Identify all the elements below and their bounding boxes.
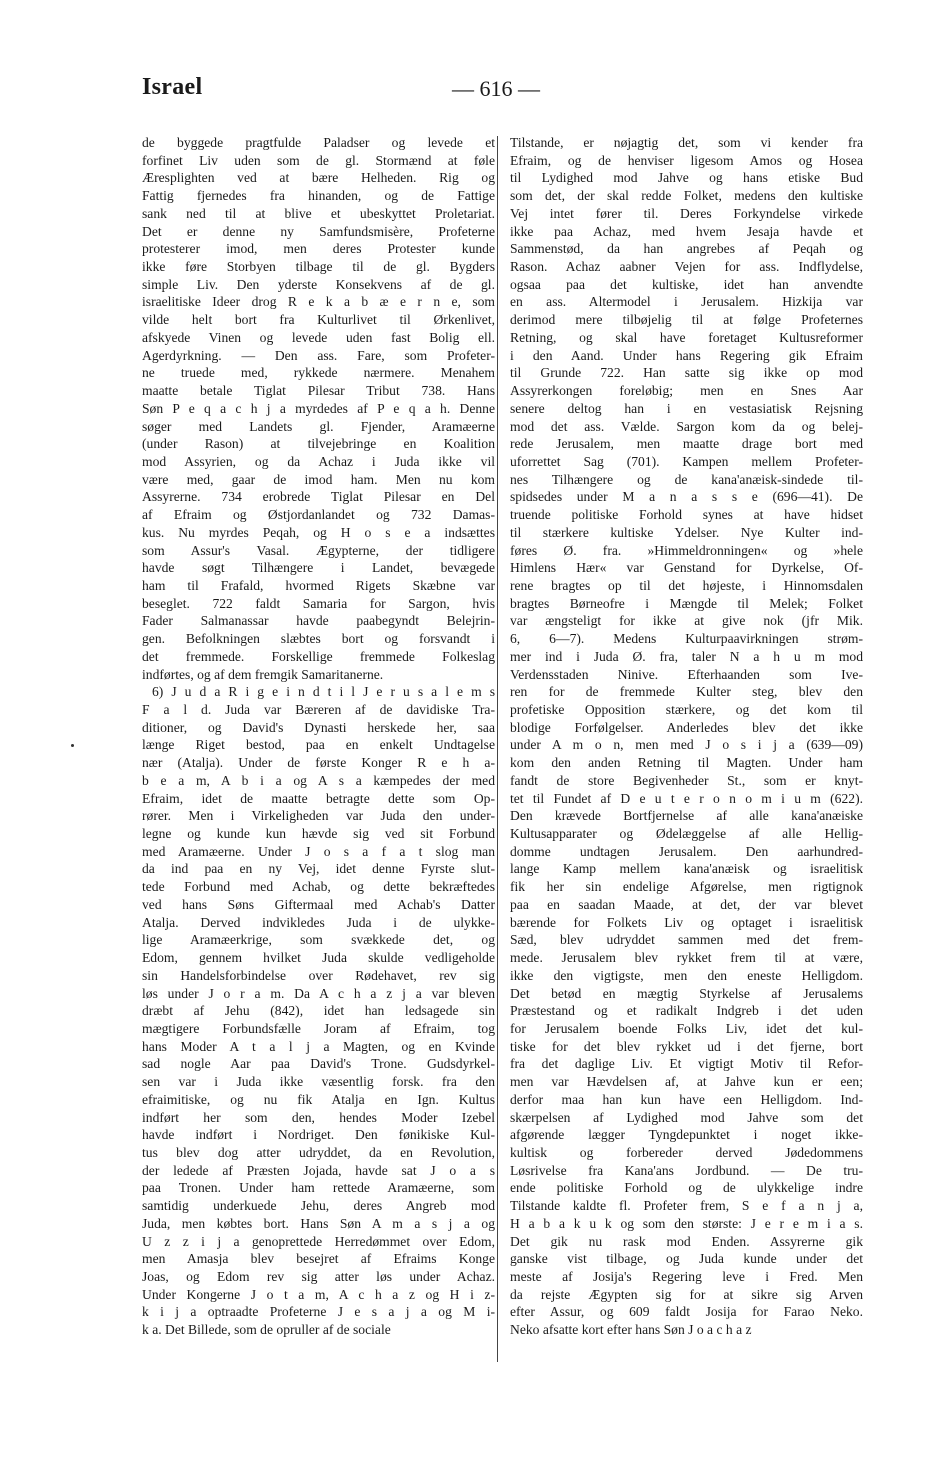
text-line: F a l d. Juda var Bæreren af de davidiske Tra- xyxy=(142,702,495,717)
scan-speck xyxy=(71,744,74,747)
text-line: lige Aramæerkrige, som svækkede det, og xyxy=(142,932,495,948)
text-line: som det, der skal redde Folket, medens den kultiske xyxy=(510,188,863,204)
text-line: H a b a k u k og som den største: J e r e m i a s. xyxy=(510,1215,863,1231)
text-line: var ængsteligt for ikke at give nok (jfr Mik. xyxy=(510,613,863,629)
text-line: hans Moder A t a l j a Magten, og en Kvinde xyxy=(142,1038,495,1054)
text-line: tus blev dog atter udryddet, da en Revolution, xyxy=(142,1144,495,1160)
text-line: ren for de fremmede Kulter steg, blev den xyxy=(510,684,863,700)
text-line: paa en saadan Maade, at det, der var blevet xyxy=(510,896,863,912)
right-column xyxy=(510,134,863,1339)
text-line: Løsrivelse fra Kana'ans Jordbund. — De tru- xyxy=(510,1162,863,1178)
text-line: 6, 6—7). Medens Kulturpaavirkningen strøm- xyxy=(510,631,863,647)
text-line: 6) J u d a R i g e i n d t i l J e r u s a l e m s xyxy=(152,684,495,700)
text-line: mægtigere Forbundsfælle Joram af Efraim, tog xyxy=(142,1020,495,1036)
text-line: gen. Befolkningen slæbtes bort og forsvandt i xyxy=(142,631,495,647)
text-line: beseglet. 722 faldt Samaria for Sargon, hvis xyxy=(142,595,495,611)
text-line: indført her som den, hendes Moder Izebel xyxy=(142,1109,495,1125)
text-line: Den krævede Bortfjernelse af alle kana'anæiske xyxy=(510,808,863,824)
text-line: under A m o n, men med J o s i j a (639—09) xyxy=(510,737,863,753)
text-line: Det gik nu rask mod Enden. Assyrerne gik xyxy=(510,1233,863,1249)
text-line: de byggede pragtfulde Paladser og levede et xyxy=(142,135,495,150)
text-line: Efraim, idet de maatte betragte dette som Op- xyxy=(142,790,495,806)
text-line: ditioner, og David's Dynasti herskede her, saa xyxy=(142,719,495,735)
text-line: ham til Frafald, hvormed Rigets Skæbne var xyxy=(142,577,495,593)
text-line: derfor maa han kun have een Helligdom. Ind- xyxy=(510,1091,863,1107)
text-line: mod Assyrien, og da Achaz i Juda ikke vil xyxy=(142,453,495,469)
text-line: rede Jerusalem, men maatte drage bort med xyxy=(510,436,863,452)
text-line: sad nogle Aar paa David's Trone. Gudsdyrkel- xyxy=(142,1056,495,1072)
text-line: kultisk og forbereder derved Jødedommens xyxy=(510,1144,863,1160)
text-line: Sæd, blev udryddet sammen med det frem- xyxy=(510,932,863,948)
text-line: Edom, gennem hvilket Juda skulde vedligeholde xyxy=(142,950,495,966)
text-line: derimod mere tilbøjelig til at følge Profeternes xyxy=(510,312,863,328)
text-line: bærende for Folkets Liv og optaget i israelitisk xyxy=(510,914,863,930)
text-line: afgørende lægger Tyngdepunktet i noget ikke- xyxy=(510,1127,863,1143)
text-line: blodige Forfølgelser. Anderledes blev det ikke xyxy=(510,719,863,735)
text-line: som Assur's Vasal. Ægypterne, der tidligere xyxy=(142,542,495,558)
text-line: fik her sin endelige Afgørelse, men rigtignok xyxy=(510,879,863,895)
text-line: maatte betale Tiglat Pilesar Tribut 738. Hans xyxy=(142,383,495,399)
text-line: havde indført i Nordriget. Den fønikiske Kul- xyxy=(142,1127,495,1143)
text-line: mer ind i Juda Ø. fra, taler N a h u m mod xyxy=(510,648,863,664)
text-line: men var Hævdelsen af, at Jahve kun er een; xyxy=(510,1074,863,1090)
text-line: lange Kamp mellem kana'anæisk og israelitisk xyxy=(510,861,863,877)
running-title: Israel xyxy=(142,74,203,100)
text-line: Kultusapparater og Ødelæggelse af alle Hellig- xyxy=(510,826,863,842)
text-line: ikke føre Storbyen tilbage til de gl. Bygders xyxy=(142,259,495,275)
text-line: Verdensstaden Ninive. Efterhaanden som Ive- xyxy=(510,666,863,682)
text-line: løs under J o r a m. Da A c h a z j a var bleven xyxy=(142,985,495,1001)
text-line: Rason. Achaz aabner Vejen for ass. Indflydelse, xyxy=(510,259,863,275)
text-line: med Aramæerne. Under J o s a f a t slog man xyxy=(142,843,495,859)
text-line: sank ned til at blive et ubeskyttet Proletariat. xyxy=(142,205,495,221)
text-line: længe Riget bestod, paa en enkelt Undtagelse xyxy=(142,737,495,753)
left-column xyxy=(142,134,495,1339)
text-line: for Jerusalem boende Folks Liv, idet det kul- xyxy=(510,1020,863,1036)
text-line: b e a m, A b i a og A s a kæmpedes der med xyxy=(142,772,495,788)
text-line: sin Handelsforbindelse over Rødehavet, rev sig xyxy=(142,967,495,983)
text-line: nær (Atalja). Under de første Konger R e h a- xyxy=(142,755,495,771)
text-line: Atalja. Derved indvikledes Juda i de ulykke- xyxy=(142,914,495,930)
text-line: Assyrerkongen foreløbig; men en Snes Aar xyxy=(510,383,863,399)
text-line: protesterer imod, men deres Protester kunde xyxy=(142,241,495,257)
text-line: U z z i j a genoprettede Herredømmet over Edom, xyxy=(142,1233,495,1249)
text-line: Joas, og Edom rev sig atter løs under Achaz. xyxy=(142,1269,495,1284)
text-line: simple Liv. Den yderste Konsekvens af de gl. xyxy=(142,276,495,292)
text-line: Sammenstød, da han angrebes af Peqah og xyxy=(510,241,863,257)
text-line: Fattig fjernedes fra hinanden, og de Fattige xyxy=(142,188,495,204)
text-line: være med, gaar de imod ham. Men nu kom xyxy=(142,471,495,487)
text-line: Det betød en mægtig Styrkelse af Jerusalems xyxy=(510,985,863,1001)
text-line: vilde helt bort fra Kulturlivet til Ørkenlivet, xyxy=(142,312,495,328)
text-line: ogsaa paa det kultiske, idet han anvendte xyxy=(510,276,863,292)
text-line: havde søgt Tilhængere i Landet, bevægede xyxy=(142,560,495,576)
text-line: Det er denne ny Samfundsmisère, Profeterne xyxy=(142,223,495,239)
text-line: uforrettet Sag (701). Kampen mellem Profeter- xyxy=(510,453,863,469)
text-line: meste af Josija's Regering leve i Fred. Men xyxy=(510,1269,863,1284)
text-line: Fader Salmanassar havde paabegyndt Belejrin- xyxy=(142,613,495,629)
text-line: profetiske Opposition stærkere, og det kom til xyxy=(510,702,863,717)
text-line: mede. Jerusalem blev rykket frem til at være, xyxy=(510,950,863,966)
text-line: Tilstande kaldte fl. Profeter frem, S e f a n j a, xyxy=(510,1198,863,1214)
text-line: Assyrerne. 734 erobrede Tiglat Pilesar en Del xyxy=(142,489,495,505)
text-line: ganske vist tilbage, og Juda kunde under det xyxy=(510,1251,863,1267)
text-line: ikke den vigtigste, men den eneste Helligdom. xyxy=(510,967,863,983)
text-line: Under Kongerne J o t a m, A c h a z og H i z- xyxy=(142,1286,495,1302)
text-line: ved hans Søns Giftermaal med Achab's Datter xyxy=(142,896,495,912)
text-line: k a. Det Billede, som de opruller af de sociale xyxy=(142,1322,391,1338)
text-line: rører. Men i Virkeligheden var Juda den under- xyxy=(142,808,495,824)
column-divider xyxy=(497,136,498,1362)
text-line: til stærkere kultiske Ydelser. Nye Kulter ind- xyxy=(510,524,863,540)
text-line: søger med Landets gl. Fjender, Aramæerne xyxy=(142,418,495,434)
text-line: føres Ø. fra. »Himmeldronningen« og »hele xyxy=(510,542,863,558)
text-line: paa Tronen. Under ham rettede Aramæerne, som xyxy=(142,1180,495,1196)
text-line: samtidig underkuede Jehu, deres Angreb mod xyxy=(142,1198,495,1214)
text-line: spidsedes under M a n a s s e (696—41). De xyxy=(510,489,863,505)
text-line: det fremmede. Forskellige fremmede Folkeslag xyxy=(142,648,495,664)
text-line: ende politiske Forhold og de ulykkelige indre xyxy=(510,1180,863,1196)
text-line: (under Rason) at tilvejebringe en Koalition xyxy=(142,436,495,452)
text-line: bragtes Børneofre i Mængde til Melek; Folket xyxy=(510,595,863,611)
text-line: nes Tilhængere og de kana'anæisk-sindede til- xyxy=(510,471,863,487)
text-line: af Efraim og Østjordanlandet og 732 Damas- xyxy=(142,507,495,523)
text-line: der ledede af Præsten Jojada, havde sat J o a s xyxy=(142,1162,495,1178)
text-line: Søn P e q a c h j a myrdedes af P e q a h. Denne xyxy=(142,400,495,416)
page-number: — 616 — xyxy=(452,76,540,101)
text-line: kom den anden Retning til Magten. Under ham xyxy=(510,755,863,771)
text-line: israelitiske Ideer drog R e k a b æ e r n e, som xyxy=(142,294,495,310)
text-line: indførtes, og af dem fremgik Samaritanerne. xyxy=(142,666,384,682)
text-line: fandt de store Begivenheder St., som er knyt- xyxy=(510,772,863,788)
text-line: Himlens Hær« var Genstand for Dyrkelse, Of- xyxy=(510,560,863,576)
text-line: en ass. Altermodel i Jerusalem. Hizkija var xyxy=(510,294,863,310)
text-line: Retning, og skal have foretaget Kultusreformer xyxy=(510,329,863,345)
text-line: men Amasja blev besejret af Efraims Konge xyxy=(142,1251,495,1267)
text-line: da rejste Ægypten sig for at sikre sig Arven xyxy=(510,1286,863,1302)
text-line: ne truede med, rykkede nærmere. Menahem xyxy=(142,365,495,381)
text-line: senere deltog han i en vestasiatisk Rejsning xyxy=(510,400,863,416)
text-line: domme undtagen Jerusalem. Den aarhundred- xyxy=(510,843,863,859)
text-line: truende politiske Forhold synes at have hidset xyxy=(510,507,863,523)
text-line: i den Aand. Under hans Regering gik Efraim xyxy=(510,347,863,363)
text-line: Efraim, og de henviser ligesom Amos og Hosea xyxy=(510,152,863,168)
text-line: efraimitiske, og nu fik Atalja en Ign. Kultus xyxy=(142,1091,495,1107)
text-line: Agerdyrkning. — Den ass. Fare, som Profeter- xyxy=(142,347,495,363)
text-line: Juda, men købtes bort. Hans Søn A m a s j a og xyxy=(142,1215,495,1231)
text-line: tede Forbund med Achab, og dette bekræftedes xyxy=(142,879,495,895)
text-line: til Lydighed mod Jahve og hans etiske Bud xyxy=(510,170,863,186)
text-line: rene bragtes op til det højeste, i Hinnomsdalen xyxy=(510,577,863,593)
text-line: sen var i Juda ikke væsentlig forsk. fra den xyxy=(142,1074,495,1090)
text-line: Præstestand og et radikalt Indgreb i det uden xyxy=(510,1003,863,1019)
text-line: da ind paa en ny Vej, idet denne Fyrste slut- xyxy=(142,861,495,877)
text-line: fra det daglige Liv. Et vigtigt Motiv til Refor- xyxy=(510,1056,863,1072)
text-line: skærpelsen af Lydighed mod Jahve som det xyxy=(510,1109,863,1125)
text-line: tet til Fundet af D e u t e r o n o m i u m (622). xyxy=(510,790,863,806)
text-line: legne og kunde kun hævde sig ved sit Forbund xyxy=(142,826,495,842)
text-line: ikke paa Achaz, med hvem Jesaja havde et xyxy=(510,223,863,239)
text-line: mod det ass. Vælde. Sargon kom da og belej- xyxy=(510,418,863,434)
text-line: Tilstande, er nøjagtig det, som vi kender fra xyxy=(510,135,863,150)
text-line: dræbt af Jehu (842), idet han ledsagede sin xyxy=(142,1003,495,1019)
text-line: Neko afsatte kort efter hans Søn J o a c h a z xyxy=(510,1322,752,1338)
text-line: til Grunde 722. Han satte sig ikke op mod xyxy=(510,365,863,381)
text-line: kus. Nu myrdes Peqah, og H o s e a indsættes xyxy=(142,524,495,540)
page-header xyxy=(0,0,928,110)
text-line: tiske for det blev rykket ud i det fjerne, bort xyxy=(510,1038,863,1054)
text-line: Vej intet fører til. Deres Forkyndelse virkede xyxy=(510,205,863,221)
text-line: Æresplighten ved at bære Helheden. Rig og xyxy=(142,170,495,186)
text-line: efter Assur, og 609 faldt Josija for Farao Neko. xyxy=(510,1304,863,1320)
text-line: k i j a optraadte Profeterne J e s a j a og M i- xyxy=(142,1304,495,1320)
text-line: forfinet Liv uden som de gl. Stormænd at føle xyxy=(142,152,495,168)
text-line: afskyede Vinen og levede uden fast Bolig ell. xyxy=(142,329,495,345)
